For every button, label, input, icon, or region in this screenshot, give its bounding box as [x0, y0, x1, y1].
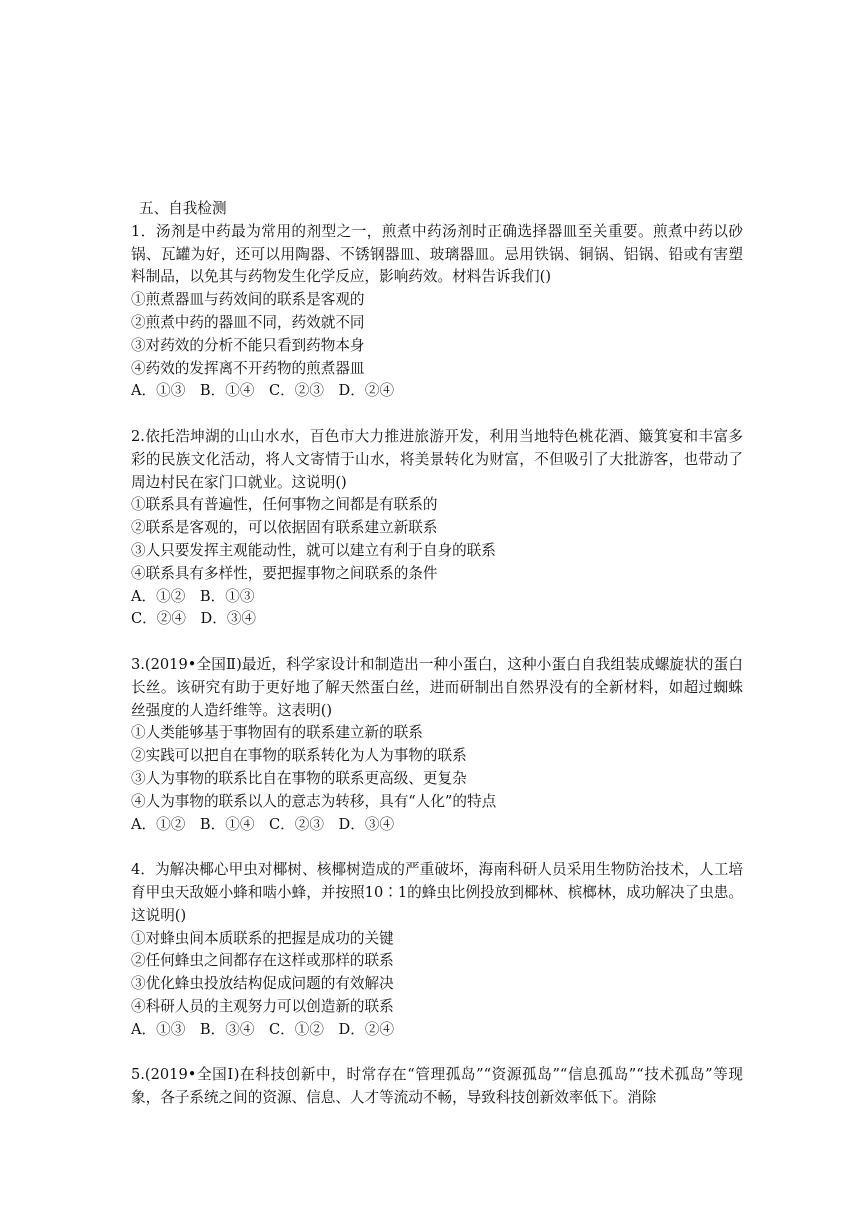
option: ④人为事物的联系以人的意志为转移，具有“人化”的特点 — [131, 792, 497, 810]
option: ③对药效的分析不能只看到药物本身 — [131, 336, 365, 354]
option: ②煎煮中药的器皿不同，药效就不同 — [131, 313, 365, 331]
answer-choices: A．①③ B．③④ C．①② D．②④ — [131, 1020, 395, 1038]
spacer — [131, 1041, 743, 1064]
spacer — [131, 836, 743, 859]
answer-choices: C．②④ D．③④ — [131, 610, 257, 628]
option: ③优化蜂虫投放结构促成问题的有效解决 — [131, 975, 394, 993]
question-stem: 2.依托浩坤湖的山山水水，百色市大力推进旅游开发，利用当地特色桃花酒、簸箕宴和丰富多彩的民族文化活动，将人文寄情于山水，将美景转化为财富，不但吸引了大批游客，也带动了周边村民在家门口就业。这说明() — [131, 427, 743, 491]
option: ④科研人员的主观努力可以创造新的联系 — [131, 997, 394, 1015]
option: ①煎煮器皿与药效间的联系是客观的 — [131, 291, 365, 309]
option: ④联系具有多样性，要把握事物之间联系的条件 — [131, 564, 438, 582]
question-2 — [131, 426, 743, 631]
answer-choices: A．①② B．①④ C．②③ D．③④ — [131, 815, 395, 833]
option: ③人只要发挥主观能动性，就可以建立有利于自身的联系 — [131, 541, 496, 559]
question-stem: 5.(2019•全国Ⅰ)在科技创新中，时常存在“管理孤岛”“资源孤岛”“信息孤岛”“技术孤岛”等现象，各子系统之间的资源、信息、人才等流动不畅，导致科技创新效率低下。消除 — [131, 1066, 743, 1107]
question-3 — [131, 654, 743, 836]
option: ①联系具有普遍性，任何事物之间都是有联系的 — [131, 496, 438, 514]
spacer — [131, 631, 743, 654]
question-5 — [131, 1064, 743, 1110]
question-4 — [131, 859, 743, 1041]
question-stem: 3.(2019•全国Ⅱ)最近，科学家设计和制造出一种小蛋白，这种小蛋白自我组装成螺旋状的蛋白长丝。该研究有助于更好地了解天然蛋白丝，进而研制出自然界没有的全新材料，如超过蜘蛛丝强度的人造纤维等。这表明() — [131, 655, 743, 719]
question-stem: 4．为解决椰心甲虫对椰树、核椰树造成的严重破坏，海南科研人员采用生物防治技术，人工培育甲虫天敌姬小蜂和啮小蜂，并按照10∶1的蜂虫比例投放到椰林、槟榔林，成功解决了虫患。这说明() — [131, 861, 743, 924]
answer-choices: A．①② B．①③ — [131, 587, 255, 605]
question-1 — [131, 221, 743, 403]
option: ①对蜂虫间本质联系的把握是成功的关键 — [131, 929, 394, 947]
answer-choices: A．①③ B．①④ C．②③ D．②④ — [131, 382, 395, 400]
option: ④药效的发挥离不开药物的煎煮器皿 — [131, 359, 365, 377]
section-title: 五、自我检测 — [139, 200, 227, 217]
document-body — [131, 198, 743, 1110]
option: ②联系是客观的，可以依据固有联系建立新联系 — [131, 519, 438, 537]
spacer — [131, 403, 743, 426]
question-stem: 1．汤剂是中药最为常用的剂型之一，煎煮中药汤剂时正确选择器皿至关重要。煎煮中药以砂锅、瓦罐为好，还可以用陶器、不锈钢器皿、玻璃器皿。忌用铁锅、铜锅、铝锅、铅或有害塑料制品，以免其与药物发生化学反应，影响药效。材料告诉我们() — [131, 222, 743, 286]
option: ②实践可以把自在事物的联系转化为人为事物的联系 — [131, 747, 467, 765]
option: ③人为事物的联系比自在事物的联系更高级、更复杂 — [131, 769, 467, 787]
option: ②任何蜂虫之间都存在这样或那样的联系 — [131, 952, 394, 970]
option: ①人类能够基于事物固有的联系建立新的联系 — [131, 724, 423, 742]
